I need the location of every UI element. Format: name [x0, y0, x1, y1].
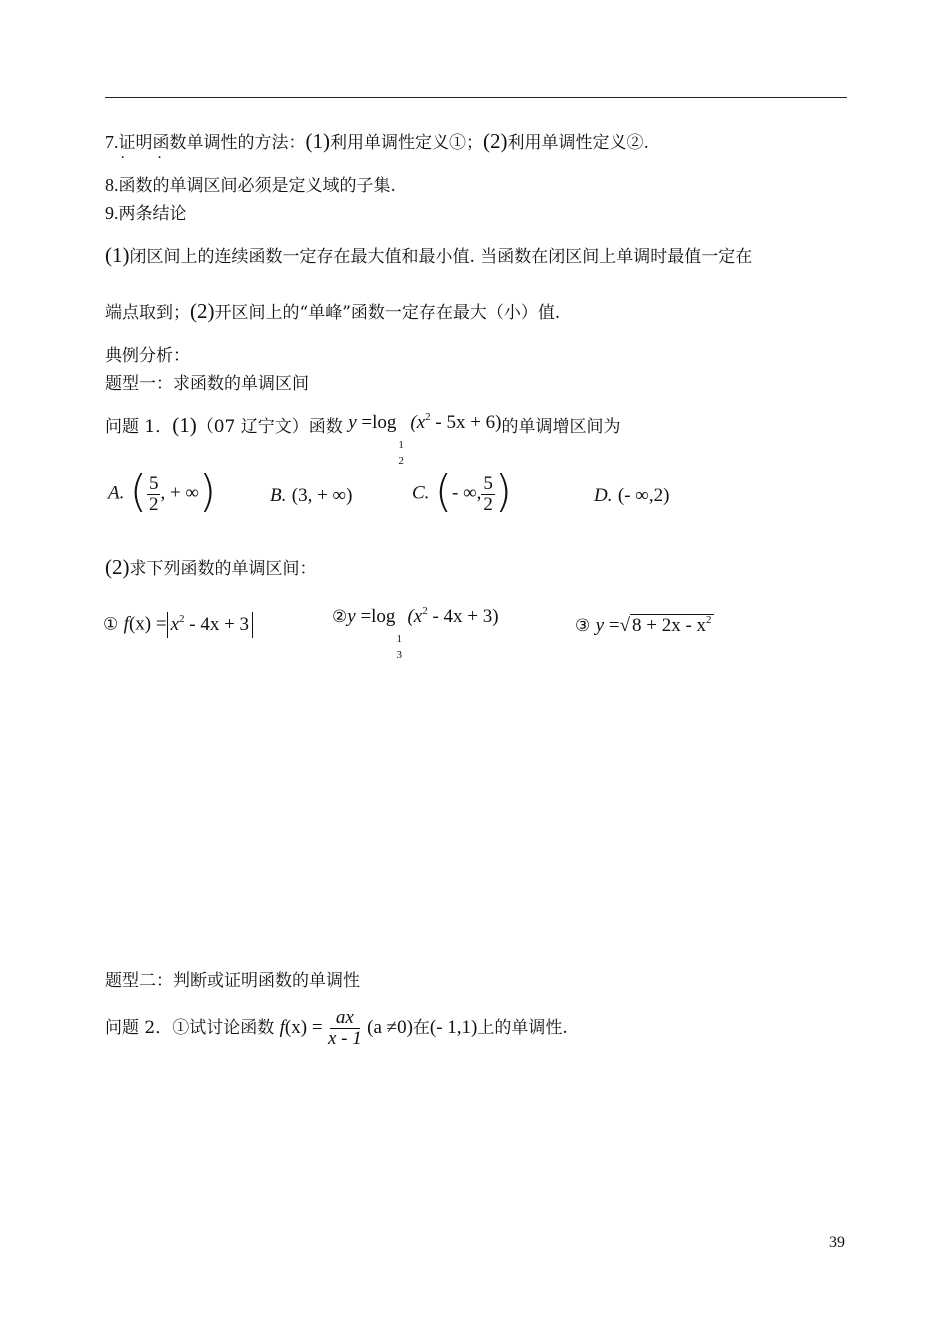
function-2-mark: ②: [332, 607, 348, 627]
item-7-text-c: 利用单调性定义②.: [507, 133, 649, 153]
option-c-num: 5: [483, 472, 493, 494]
item-7: [105, 130, 649, 154]
function-3-rad: 8 + 2x - x: [632, 615, 707, 636]
function-1-rest: - 4x + 3: [184, 614, 250, 635]
function-3-exp: 2: [706, 614, 712, 626]
option-c-fraction: [481, 474, 495, 515]
option-c-label: C.: [412, 482, 430, 504]
item-8-text: 函数的单调区间必须是定义域的子集.: [118, 176, 396, 196]
sqrt-sign-icon: √: [619, 615, 630, 636]
question-2-fraction: [328, 1008, 362, 1049]
function-2-base-num: 1: [396, 633, 402, 645]
option-a-num: 5: [148, 472, 159, 494]
function-1-mark: ①: [103, 614, 119, 635]
option-c-head: - ∞,: [452, 482, 482, 504]
item-7-mark-1: (1): [305, 129, 330, 153]
function-2: [332, 605, 499, 661]
formula-y: y: [348, 412, 357, 433]
function-3-mark: ③: [575, 616, 591, 636]
question-2-f: f: [279, 1017, 285, 1038]
question-2-interval: (- 1,1): [429, 1017, 478, 1038]
option-d: [594, 485, 669, 507]
question-2: [105, 1000, 568, 1056]
option-b-body: (3, + ∞): [291, 485, 353, 506]
function-2-base-den: 3: [396, 649, 402, 661]
option-b: [270, 485, 352, 507]
conclusion-2-mark: (2): [190, 299, 215, 323]
question-2-den: x - 1: [327, 1027, 362, 1049]
question-1-mark: (1): [172, 413, 197, 437]
conclusion-1-end: 端点取到；: [105, 303, 190, 323]
question-1-lead: 问题 1．: [105, 417, 173, 437]
item-7-text-a: 证明函数单调性的方法： · ·: [119, 133, 306, 153]
option-d-label: D.: [594, 485, 613, 506]
option-c-den: 2: [483, 493, 493, 515]
function-3-eq: =: [604, 615, 620, 636]
item-9: [105, 202, 187, 225]
formula-log: =log: [356, 412, 397, 433]
conclusion-2-text: 开区间上的“单峰”函数一定存在最大（小）值.: [214, 303, 561, 323]
question-2-condition: (a ≠0): [367, 1017, 413, 1038]
formula-exp: 2: [425, 411, 431, 423]
option-a-label: A.: [108, 482, 125, 504]
function-3-radicand: [630, 614, 714, 639]
option-a-tail: , + ∞: [160, 482, 199, 504]
option-b-label: B.: [270, 485, 287, 506]
item-8: [105, 174, 396, 197]
function-2-log: =log: [355, 606, 396, 627]
log-base-den: 2: [398, 455, 404, 467]
question-2-fx: (x) =: [284, 1017, 323, 1038]
log-base-num: 1: [398, 439, 404, 451]
question-1: [105, 411, 621, 467]
option-a-lparen: (: [129, 466, 147, 517]
item-8-number: 8.: [105, 175, 119, 195]
question-1-source: （07 辽宁文）函数: [196, 417, 343, 437]
item-7-text-b: 利用单调性定义①；: [330, 133, 483, 153]
option-d-body: (- ∞,2): [617, 485, 670, 506]
item-7-mark-2: (2): [483, 129, 508, 153]
function-1-paren: (x) =: [128, 613, 167, 635]
conclusion-2: [105, 300, 560, 324]
option-c-lparen: (: [434, 466, 453, 517]
question-2-lead: 问题 2．①试讨论函数: [105, 1018, 275, 1038]
function-1-abs: [167, 612, 253, 638]
question-1-tail: 的单调增区间为: [501, 417, 621, 437]
item-9-number: 9.: [105, 203, 119, 223]
part-2-text: 求下列函数的单调区间：: [129, 559, 317, 579]
header-rule: [105, 97, 847, 98]
question-2-in: 在: [412, 1018, 430, 1038]
type-2-heading: 题型二：判断或证明函数的单调性: [105, 971, 360, 991]
function-2-y: y: [347, 606, 356, 627]
formula-arg-a: (x: [410, 412, 426, 433]
option-c: [412, 466, 513, 517]
conclusion-1-mark: (1): [105, 243, 130, 267]
question-2-tail: 上的单调性.: [477, 1018, 568, 1038]
option-a-den: 2: [148, 493, 159, 515]
option-c-rparen: ): [494, 466, 513, 517]
question-1-formula: [348, 411, 502, 467]
function-1-exp: 2: [179, 613, 185, 625]
option-a: [108, 466, 217, 517]
type-1-heading: 题型一：求函数的单调区间: [105, 374, 309, 394]
function-1-x: x: [170, 614, 179, 635]
function-2-arg-a: (x: [407, 606, 423, 627]
function-2-exp: 2: [422, 605, 428, 617]
conclusion-1: [105, 244, 752, 268]
item-9-text: 两条结论: [118, 204, 187, 224]
item-7-number: 7.: [105, 132, 119, 152]
function-1: [103, 612, 253, 638]
option-a-rparen: ): [198, 466, 217, 517]
conclusion-1-text: 闭区间上的连续函数一定存在最大值和最小值. 当函数在闭区间上单调时最值一定在: [129, 247, 753, 267]
function-3-y: y: [595, 615, 605, 636]
question-2-num: ax: [330, 1008, 360, 1029]
function-2-arg-b: - 4x + 3): [427, 606, 499, 627]
function-3: [575, 614, 714, 639]
function-1-f: f: [123, 613, 129, 635]
page-number: 39: [829, 1234, 845, 1251]
analysis-heading: 典例分析：: [105, 346, 190, 366]
formula-arg-b: - 5x + 6): [430, 412, 502, 433]
part-2-mark: (2): [105, 555, 130, 579]
question-1-part-2: [105, 556, 317, 580]
option-a-fraction: [147, 474, 161, 515]
